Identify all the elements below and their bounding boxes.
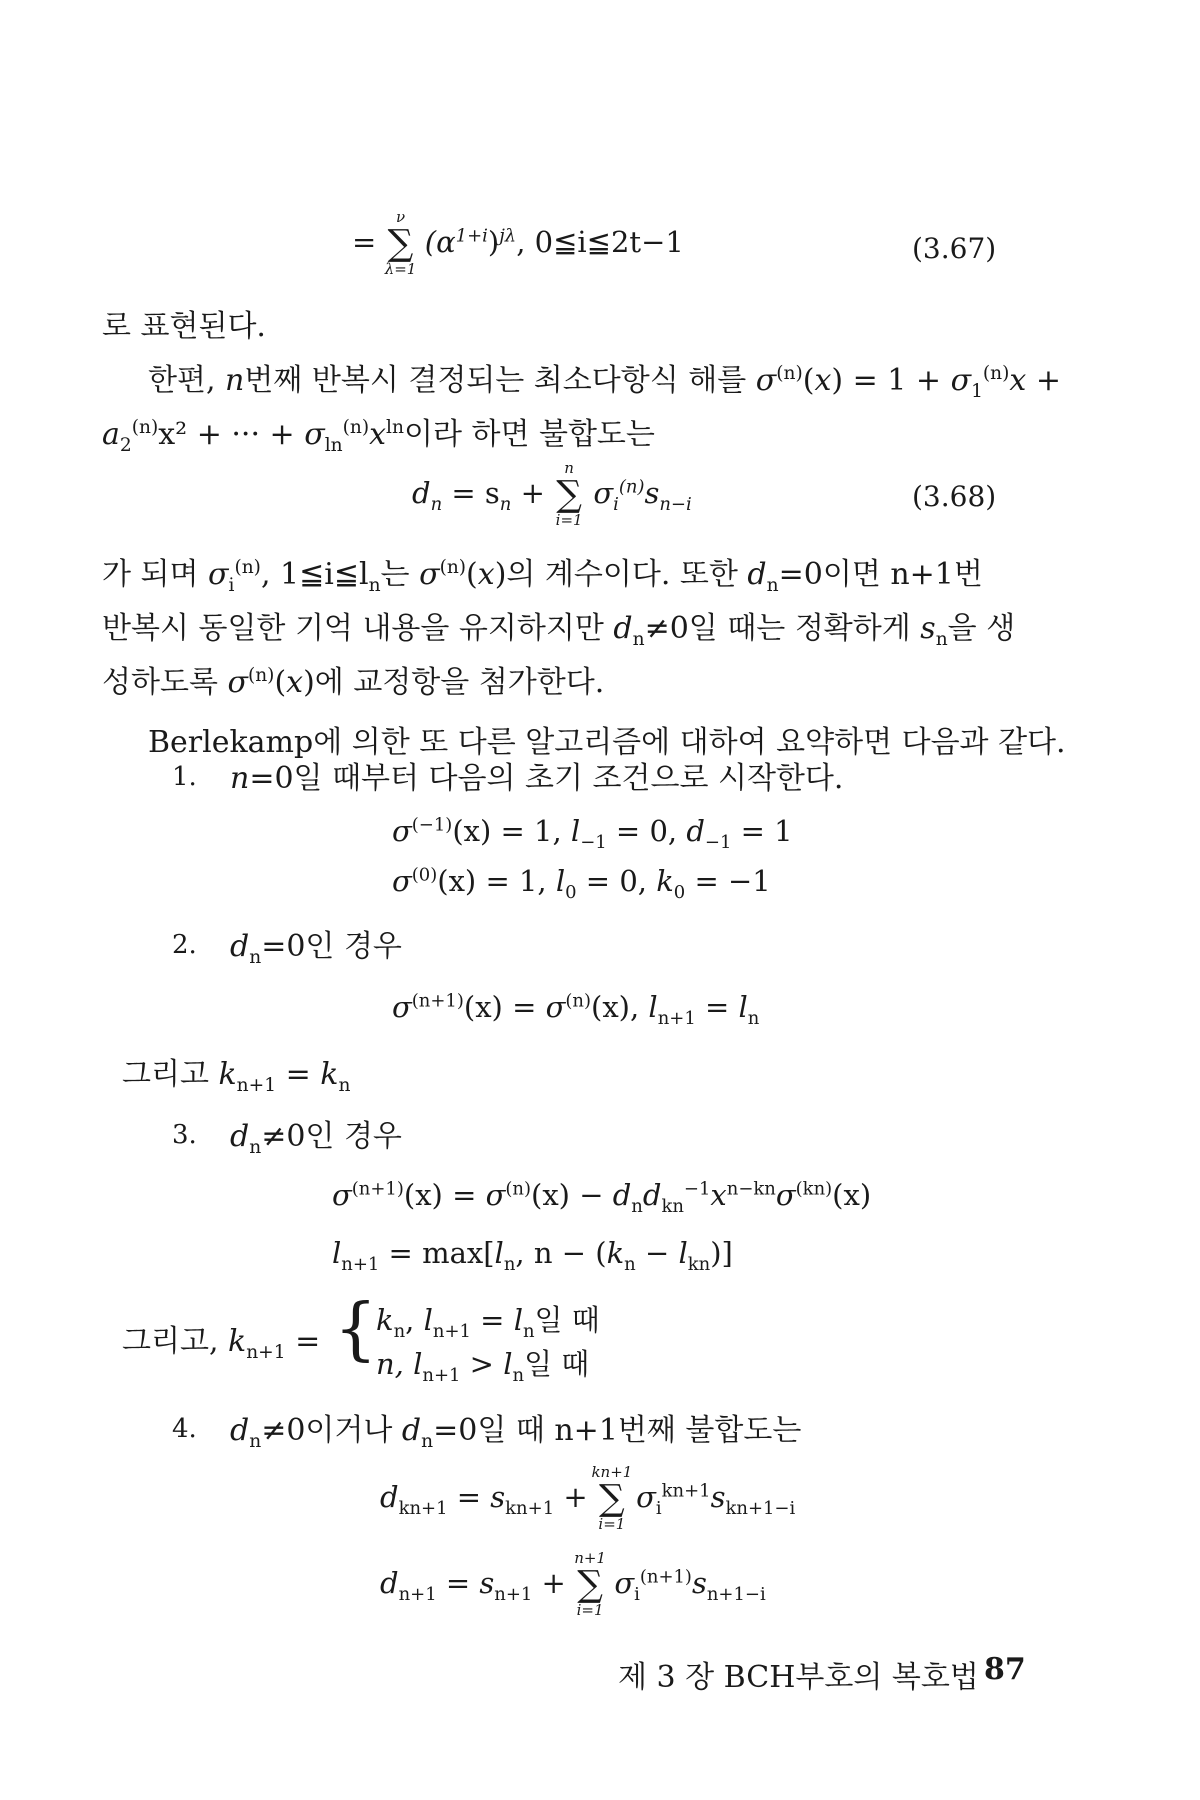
page-number: 87 bbox=[984, 1652, 1026, 1687]
step-number: 4. bbox=[172, 1414, 197, 1444]
equation-3-68: $d_n = s_n$ + n ∑ i=1 $\sigma_i^{(n)}s_{n-i}$ bbox=[412, 459, 692, 529]
paragraph-line: Berlekamp에 의한 또 다른 알고리즘에 대하여 요약하면 다음과 같다. bbox=[148, 725, 1066, 760]
paragraph-line: 반복시 동일한 기억 내용을 유지하지만 $d_n\ne 0$일 때는 정확하게 $s_n$을 생 bbox=[102, 611, 1016, 650]
text-line: 로 표현된다. bbox=[102, 309, 266, 344]
text-line: 그리고, $k_{n+1}$ = bbox=[122, 1324, 321, 1363]
step-number: 1. bbox=[172, 762, 197, 792]
case-line: n, $l_{n+1} > l_n$일 때 bbox=[376, 1347, 590, 1386]
equation: $l_{n+1} = \max[l_n$, $n - (k_n - l_{kn})$] bbox=[332, 1236, 733, 1275]
equation: $\sigma^{(n+1)}(x) = \sigma^{(n)}(x)$, $l_{n+1} = l_n$ bbox=[392, 990, 760, 1029]
equation: $\sigma^{(n+1)}(x) = \sigma^{(n)}(x) - d_nd_{kn}^{-1}x^{n-kn}\sigma^{(kn)}(x)$ bbox=[332, 1178, 872, 1217]
step-text: $d_n\ne 0$인 경우 bbox=[230, 1119, 402, 1158]
step-number: 2. bbox=[172, 930, 197, 960]
equation-number: (3.68) bbox=[912, 480, 997, 513]
equation: $d_{n+1} = s_{n+1}$ + n+1 ∑ i=1 $\sigma_i^{(n+1)}s_{n+1-i}$ bbox=[380, 1549, 766, 1619]
paragraph-line: 성하도록 $\sigma^{(n)}(x)$에 교정항을 첨가한다. bbox=[102, 665, 605, 700]
initial-condition: $\sigma^{(0)}(x) = 1$, $l_0 = 0$, $k_0 = -1$ bbox=[392, 864, 771, 903]
step-text: $d_n\ne 0$이거나 $d_n=0$일 때 n+1번째 불합도는 bbox=[230, 1413, 802, 1452]
equation-number: (3.67) bbox=[912, 232, 997, 265]
equation-3-67: = ν ∑ λ=1 $(\alpha^{1+i})^{j\lambda}$, 0≦i≦2t−1 bbox=[352, 208, 684, 278]
step-text: n=0일 때부터 다음의 초기 조건으로 시작한다. bbox=[230, 761, 844, 796]
step-text: $d_n=0$인 경우 bbox=[230, 929, 402, 968]
step-number: 3. bbox=[172, 1120, 197, 1150]
equation: $d_{kn+1} = s_{kn+1}$ + kn+1 ∑ i=1 $\sigma_i^{kn+1}s_{kn+1-i}$ bbox=[380, 1463, 796, 1533]
running-footer: 제 3 장 BCH부호의 복호법 bbox=[618, 1660, 979, 1695]
initial-condition: $\sigma^{(-1)}(x) = 1$, $l_{-1} = 0$, $d_{-1} = 1$ bbox=[392, 814, 793, 853]
case-line: $k_n$, $l_{n+1} = l_n$일 때 bbox=[376, 1303, 600, 1342]
paragraph-line: 가 되며 $\sigma_i^{(n)}$, $1≦i≦l_n$는 $\sigma^{(n)}(x)$의 계수이다. 또한 $d_n=0$이면 n+1번 bbox=[102, 557, 983, 596]
paragraph-line: 한편, n번째 반복시 결정되는 최소다항식 해를 $\sigma^{(n)}(x) = 1 + \sigma_1^{(n)}x$ + bbox=[148, 363, 1061, 402]
paragraph-line: $a_2^{(n)}x^2$ + ··· + $\sigma_{ln}^{(n)}x^{ln}$이라 하면 불합도는 bbox=[102, 417, 655, 456]
text-line: 그리고 $k_{n+1} = k_n$ bbox=[122, 1057, 351, 1096]
cases-brace: { bbox=[334, 1290, 378, 1369]
